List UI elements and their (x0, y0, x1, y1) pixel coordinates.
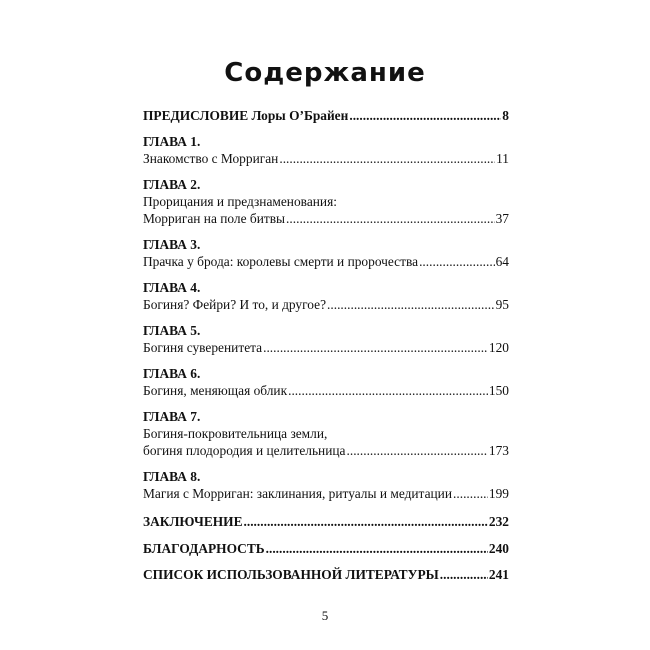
toc-entry-chapter (143, 383, 509, 399)
chapter-heading: ГЛАВА 8. (143, 469, 201, 484)
dot-leader (286, 211, 495, 227)
chapter-heading: ГЛАВА 7. (143, 409, 201, 424)
toc-entry-chapter (143, 486, 509, 502)
toc-entry-label: Богиня? Фейри? И то, и другое? (143, 297, 327, 312)
toc-entry-chapter (143, 443, 509, 459)
dot-leader (244, 514, 488, 530)
toc-entry-page: 240 (488, 541, 509, 556)
toc-entry-label: Знакомство с Морриган (143, 151, 279, 166)
chapter-title-line: Прорицания и предзнаменования: (143, 194, 337, 209)
chapter-heading: ГЛАВА 2. (143, 177, 201, 192)
dot-leader (440, 567, 488, 583)
toc-entry-page: 199 (488, 486, 509, 501)
dot-leader (279, 151, 495, 167)
toc-entry-page: 95 (495, 297, 509, 312)
toc-entry-acknowledgements (143, 541, 509, 557)
toc-entry-page: 37 (495, 211, 509, 226)
toc-entry-preface (143, 108, 509, 124)
toc-entry-label: БЛАГОДАРНОСТЬ (143, 541, 265, 556)
toc-entry-page: 64 (495, 254, 509, 269)
toc-entry-page: 232 (488, 514, 509, 529)
toc-entry-label: Богиня, меняющая облик (143, 383, 288, 398)
toc-entry-label: СПИСОК ИСПОЛЬЗОВАННОЙ ЛИТЕРАТУРЫ (143, 567, 439, 582)
dot-leader (327, 297, 495, 313)
chapter-heading: ГЛАВА 5. (143, 323, 201, 338)
chapter-heading: ГЛАВА 3. (143, 237, 201, 252)
toc-entry-label: Магия с Морриган: заклинания, ритуалы и медитации (143, 486, 453, 501)
toc-entry-chapter (143, 254, 509, 270)
toc-entry-label: ПРЕДИСЛОВИЕ Лоры О’Брайен (143, 108, 349, 123)
toc-entry-page: 173 (488, 443, 509, 458)
dot-leader (288, 383, 488, 399)
toc-entry-page: 150 (488, 383, 509, 398)
toc-entry-chapter (143, 211, 509, 227)
chapter-heading: ГЛАВА 4. (143, 280, 201, 295)
toc-entry-chapter (143, 297, 509, 313)
toc-entry-page: 8 (502, 108, 509, 123)
toc-entry-label: ЗАКЛЮЧЕНИЕ (143, 514, 243, 529)
toc-entry-page: 241 (488, 567, 509, 582)
toc-entry-page: 11 (496, 151, 509, 166)
page-title: Содержание (224, 58, 426, 88)
toc-entry-label: богиня плодородия и целительница (143, 443, 346, 458)
toc-entry-label: Прачка у брода: королевы смерти и пророчества (143, 254, 419, 269)
page-number: 5 (321, 608, 329, 623)
toc-entry-chapter (143, 151, 509, 167)
dot-leader (347, 443, 488, 459)
dot-leader (263, 340, 488, 356)
dot-leader (349, 108, 501, 124)
dot-leader (419, 254, 495, 270)
toc-entry-bibliography (143, 567, 509, 583)
chapter-heading: ГЛАВА 6. (143, 366, 201, 381)
toc-entry-label: Морриган на поле битвы (143, 211, 286, 226)
dot-leader (266, 541, 488, 557)
chapter-heading: ГЛАВА 1. (143, 134, 201, 149)
chapter-title-line: Богиня-покровительница земли, (143, 426, 328, 441)
toc-entry-label: Богиня суверенитета (143, 340, 263, 355)
toc-entry-page: 120 (488, 340, 509, 355)
dot-leader (453, 486, 488, 502)
toc-entry-chapter (143, 340, 509, 356)
toc-entry-conclusion (143, 514, 509, 530)
